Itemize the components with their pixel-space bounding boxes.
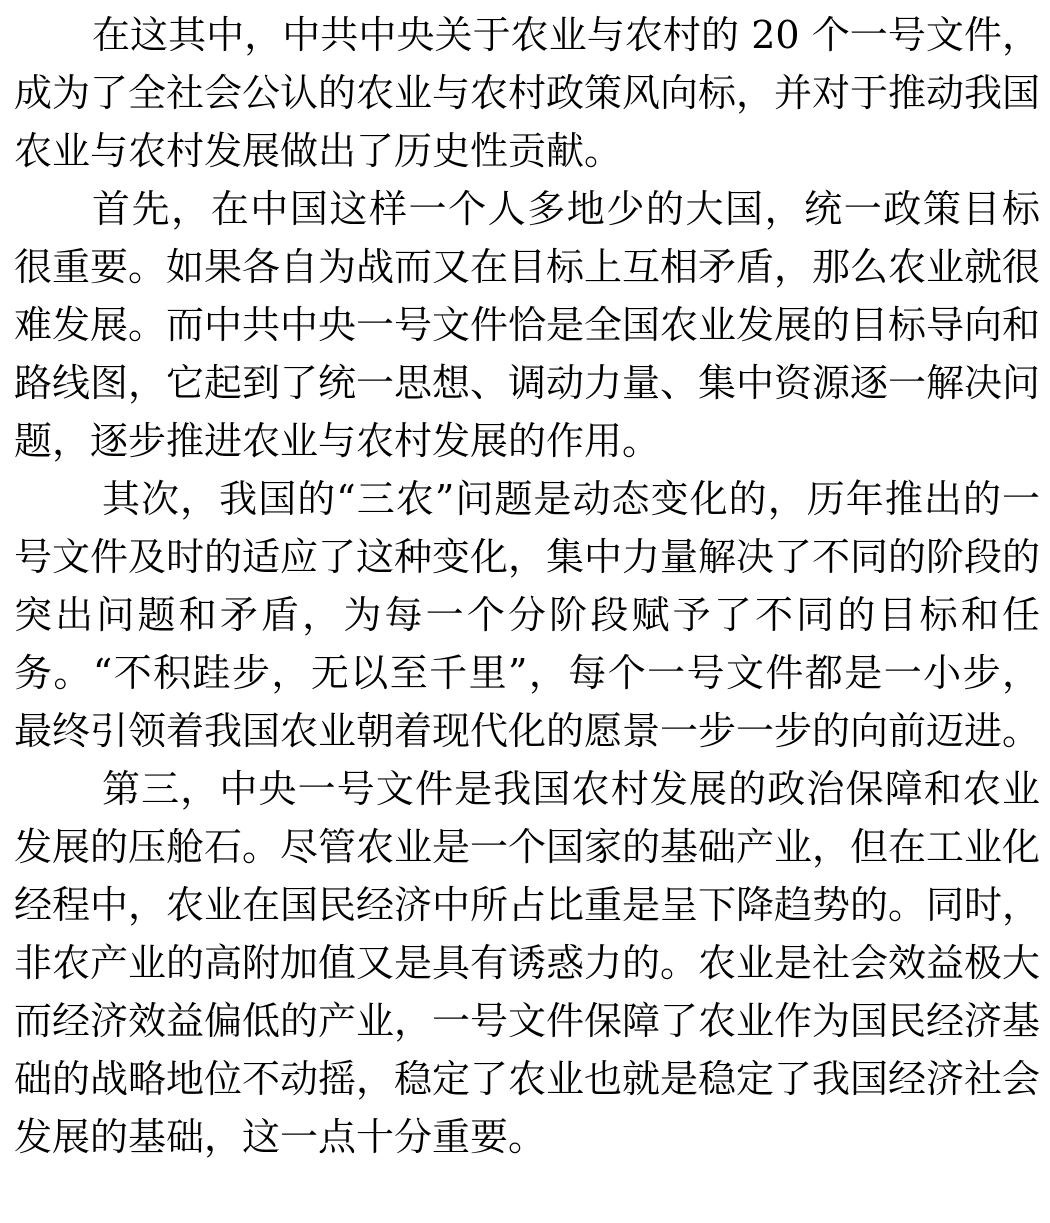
paragraph-first-point: 首先，在中国这样一个人多地少的大国，统一政策目标很重要。如果各自为战而又在目标上互相矛盾，那么农业就很难发展。而中共中央一号文件恰是全国农业发展的目标导向和路线图，它起到了统一思想、调动力量、集中资源逐一解决问题，逐步推进农业与农村发展的作用。 (14, 187, 1041, 463)
paragraph-second-point: 其次，我国的“三农”问题是动态变化的，历年推出的一号文件及时的适应了这种变化，集中力量解决了不同的阶段的突出问题和矛盾，为每一个分阶段赋予了不同的目标和任务。“不积跬步，无以至千里”，每个一号文件都是一小步，最终引领着我国农业朝着现代化的愿景一步一步的向前迈进。 (14, 477, 1041, 753)
paragraph-third-point: 第三，中央一号文件是我国农村发展的政治保障和农业发展的压舱石。尽管农业是一个国家的基础产业，但在工业化经程中，农业在国民经济中所占比重是呈下降趋势的。同时，非农产业的高附加值又是具有诱惑力的。农业是社会效益极大而经济效益偏低的产业，一号文件保障了农业作为国民经济基础的战略地位不动摇，稳定了农业也就是稳定了我国经济社会发展的基础，这一点十分重要。 (14, 767, 1041, 1159)
paragraph-intro: 在这其中，中共中央关于农业与农村的 20 个一号文件，成为了全社会公认的农业与农村政策风向标，并对于推动我国农业与农村发展做出了历史性贡献。 (14, 13, 1041, 173)
